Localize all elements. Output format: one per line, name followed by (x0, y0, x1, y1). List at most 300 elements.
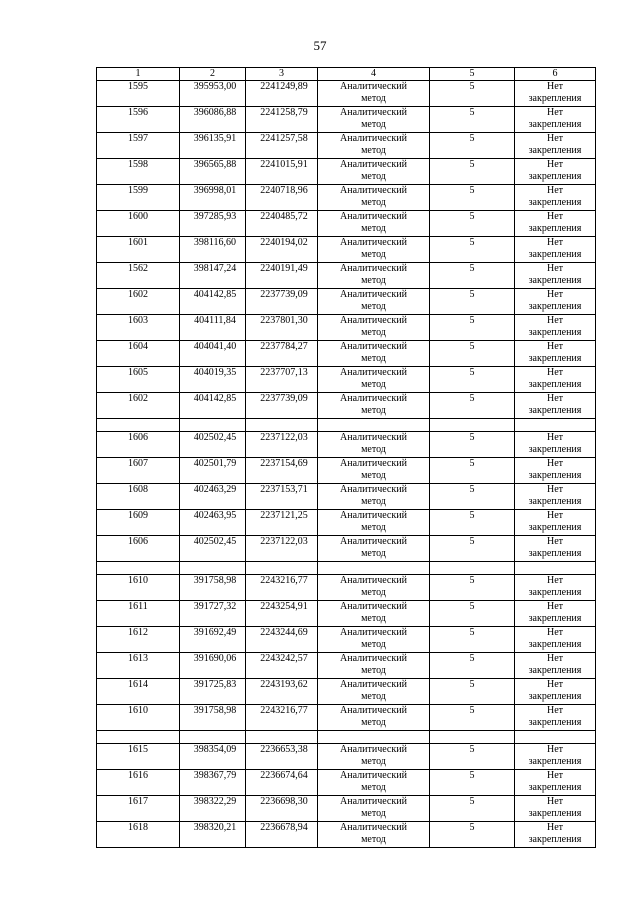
empty-cell (246, 731, 318, 744)
x-coordinate-cell: 391758,98 (180, 705, 246, 731)
fixation-text-line1: Нет (546, 367, 564, 378)
table-row (97, 315, 596, 341)
y-coordinate-cell: 2237154,69 (246, 458, 318, 484)
method-text-line1: Аналитический (340, 81, 407, 92)
fixation-cell (515, 432, 596, 458)
method-text-line1: Аналитический (340, 679, 407, 690)
fixation-cell (515, 393, 596, 419)
table-row (97, 458, 596, 484)
header-cell-3: 3 (246, 68, 318, 81)
fixation-cell (515, 289, 596, 315)
fixation-cell (515, 744, 596, 770)
point-number-cell: 1608 (97, 484, 180, 510)
method-text-line2: метод (361, 587, 386, 598)
x-coordinate-cell: 402502,45 (180, 432, 246, 458)
accuracy-cell: 5 (430, 367, 515, 393)
point-number-cell: 1602 (97, 289, 180, 315)
accuracy-cell: 5 (430, 133, 515, 159)
accuracy-cell: 5 (430, 211, 515, 237)
fixation-text-line2: закрепления (528, 665, 582, 676)
point-number-cell: 1617 (97, 796, 180, 822)
point-number-cell: 1597 (97, 133, 180, 159)
table-row (97, 341, 596, 367)
fixation-cell (515, 536, 596, 562)
method-text-line2: метод (361, 353, 386, 364)
method-text-line1: Аналитический (340, 393, 407, 404)
method-text-line2: метод (361, 444, 386, 455)
fixation-cell (515, 211, 596, 237)
separator-row (97, 731, 596, 744)
fixation-cell (515, 601, 596, 627)
x-coordinate-cell: 398147,24 (180, 263, 246, 289)
table-row (97, 81, 596, 107)
method-text-line2: метод (361, 756, 386, 767)
accuracy-cell: 5 (430, 536, 515, 562)
empty-cell (318, 419, 430, 432)
method-cell (318, 211, 430, 237)
x-coordinate-cell: 402463,29 (180, 484, 246, 510)
fixation-text-line2: закрепления (528, 444, 582, 455)
y-coordinate-cell: 2240194,02 (246, 237, 318, 263)
table-row (97, 575, 596, 601)
method-cell (318, 744, 430, 770)
method-text-line1: Аналитический (340, 705, 407, 716)
fixation-text-line2: закрепления (528, 587, 582, 598)
method-cell (318, 458, 430, 484)
fixation-text-line1: Нет (546, 770, 564, 781)
point-number-cell: 1606 (97, 432, 180, 458)
fixation-cell (515, 770, 596, 796)
x-coordinate-cell: 396565,88 (180, 159, 246, 185)
method-text-line1: Аналитический (340, 315, 407, 326)
y-coordinate-cell: 2243244,69 (246, 627, 318, 653)
table-row (97, 679, 596, 705)
accuracy-cell: 5 (430, 432, 515, 458)
fixation-text-line1: Нет (546, 159, 564, 170)
method-text-line2: метод (361, 522, 386, 533)
fixation-text-line1: Нет (546, 575, 564, 586)
y-coordinate-cell: 2237121,25 (246, 510, 318, 536)
accuracy-cell: 5 (430, 263, 515, 289)
x-coordinate-cell: 398367,79 (180, 770, 246, 796)
header-cell-6: 6 (515, 68, 596, 81)
empty-cell (318, 562, 430, 575)
empty-cell (318, 731, 430, 744)
fixation-text-line2: закрепления (528, 496, 582, 507)
method-text-line2: метод (361, 145, 386, 156)
fixation-text-line1: Нет (546, 484, 564, 495)
accuracy-cell: 5 (430, 393, 515, 419)
y-coordinate-cell: 2237801,30 (246, 315, 318, 341)
fixation-text-line2: закрепления (528, 93, 582, 104)
fixation-cell (515, 315, 596, 341)
accuracy-cell: 5 (430, 458, 515, 484)
fixation-text-line2: закрепления (528, 613, 582, 624)
y-coordinate-cell: 2243242,57 (246, 653, 318, 679)
fixation-text-line2: закрепления (528, 249, 582, 260)
fixation-text-line1: Нет (546, 211, 564, 222)
table-row (97, 627, 596, 653)
method-text-line2: метод (361, 496, 386, 507)
empty-cell (515, 731, 596, 744)
method-text-line1: Аналитический (340, 237, 407, 248)
accuracy-cell: 5 (430, 185, 515, 211)
accuracy-cell: 5 (430, 289, 515, 315)
y-coordinate-cell: 2237122,03 (246, 536, 318, 562)
x-coordinate-cell: 396135,91 (180, 133, 246, 159)
y-coordinate-cell: 2241249,89 (246, 81, 318, 107)
empty-cell (246, 562, 318, 575)
method-text-line1: Аналитический (340, 484, 407, 495)
table-row (97, 263, 596, 289)
x-coordinate-cell: 404041,40 (180, 341, 246, 367)
method-text-line2: метод (361, 379, 386, 390)
method-text-line1: Аналитический (340, 432, 407, 443)
accuracy-cell: 5 (430, 770, 515, 796)
method-cell (318, 796, 430, 822)
empty-cell (430, 419, 515, 432)
point-number-cell: 1596 (97, 107, 180, 133)
empty-cell (515, 419, 596, 432)
fixation-cell (515, 822, 596, 848)
x-coordinate-cell: 391692,49 (180, 627, 246, 653)
fixation-text-line2: закрепления (528, 717, 582, 728)
fixation-text-line2: закрепления (528, 171, 582, 182)
fixation-text-line2: закрепления (528, 691, 582, 702)
fixation-cell (515, 705, 596, 731)
method-text-line1: Аналитический (340, 627, 407, 638)
method-cell (318, 484, 430, 510)
fixation-text-line1: Нет (546, 289, 564, 300)
accuracy-cell: 5 (430, 601, 515, 627)
y-coordinate-cell: 2241257,58 (246, 133, 318, 159)
method-text-line1: Аналитический (340, 367, 407, 378)
table-row (97, 601, 596, 627)
point-number-cell: 1599 (97, 185, 180, 211)
empty-cell (180, 419, 246, 432)
table-row (97, 744, 596, 770)
point-number-cell: 1610 (97, 575, 180, 601)
point-number-cell: 1609 (97, 510, 180, 536)
y-coordinate-cell: 2237739,09 (246, 289, 318, 315)
x-coordinate-cell: 404111,84 (180, 315, 246, 341)
method-text-line2: метод (361, 223, 386, 234)
method-cell (318, 315, 430, 341)
fixation-cell (515, 575, 596, 601)
method-text-line1: Аналитический (340, 601, 407, 612)
fixation-cell (515, 133, 596, 159)
method-cell (318, 822, 430, 848)
fixation-text-line1: Нет (546, 796, 564, 807)
method-text-line2: метод (361, 301, 386, 312)
method-cell (318, 679, 430, 705)
table-row (97, 185, 596, 211)
method-text-line1: Аналитический (340, 510, 407, 521)
empty-cell (430, 731, 515, 744)
point-number-cell: 1605 (97, 367, 180, 393)
fixation-text-line2: закрепления (528, 834, 582, 845)
accuracy-cell: 5 (430, 315, 515, 341)
fixation-text-line1: Нет (546, 237, 564, 248)
point-number-cell: 1595 (97, 81, 180, 107)
fixation-text-line2: закрепления (528, 379, 582, 390)
page-number: 57 (313, 38, 327, 53)
empty-cell (515, 562, 596, 575)
table-row (97, 536, 596, 562)
y-coordinate-cell: 2236674,64 (246, 770, 318, 796)
fixation-text-line1: Нет (546, 653, 564, 664)
fixation-cell (515, 107, 596, 133)
method-text-line2: метод (361, 327, 386, 338)
fixation-cell (515, 627, 596, 653)
y-coordinate-cell: 2240485,72 (246, 211, 318, 237)
method-text-line2: метод (361, 691, 386, 702)
fixation-cell (515, 237, 596, 263)
table-row (97, 367, 596, 393)
table-row (97, 653, 596, 679)
accuracy-cell: 5 (430, 107, 515, 133)
method-text-line1: Аналитический (340, 107, 407, 118)
fixation-text-line2: закрепления (528, 197, 582, 208)
method-text-line1: Аналитический (340, 575, 407, 586)
accuracy-cell: 5 (430, 159, 515, 185)
fixation-text-line1: Нет (546, 81, 564, 92)
method-text-line1: Аналитический (340, 536, 407, 547)
method-text-line2: метод (361, 665, 386, 676)
fixation-text-line1: Нет (546, 536, 564, 547)
x-coordinate-cell: 397285,93 (180, 211, 246, 237)
method-cell (318, 107, 430, 133)
method-cell (318, 159, 430, 185)
method-text-line1: Аналитический (340, 770, 407, 781)
method-cell (318, 367, 430, 393)
fixation-text-line2: закрепления (528, 327, 582, 338)
point-number-cell: 1600 (97, 211, 180, 237)
fixation-text-line2: закрепления (528, 470, 582, 481)
empty-cell (97, 562, 180, 575)
empty-cell (97, 731, 180, 744)
fixation-text-line1: Нет (546, 458, 564, 469)
method-text-line2: метод (361, 93, 386, 104)
y-coordinate-cell: 2236653,38 (246, 744, 318, 770)
y-coordinate-cell: 2243193,62 (246, 679, 318, 705)
method-cell (318, 536, 430, 562)
method-cell (318, 185, 430, 211)
accuracy-cell: 5 (430, 484, 515, 510)
header-cell-2: 2 (180, 68, 246, 81)
fixation-cell (515, 458, 596, 484)
fixation-text-line1: Нет (546, 393, 564, 404)
x-coordinate-cell: 395953,00 (180, 81, 246, 107)
table-row (97, 705, 596, 731)
x-coordinate-cell: 402502,45 (180, 536, 246, 562)
table-row (97, 796, 596, 822)
fixation-cell (515, 159, 596, 185)
method-cell (318, 627, 430, 653)
point-number-cell: 1603 (97, 315, 180, 341)
header-cell-1: 1 (97, 68, 180, 81)
x-coordinate-cell: 391725,83 (180, 679, 246, 705)
x-coordinate-cell: 391727,32 (180, 601, 246, 627)
fixation-text-line2: закрепления (528, 119, 582, 130)
method-text-line1: Аналитический (340, 341, 407, 352)
fixation-text-line2: закрепления (528, 756, 582, 767)
method-cell (318, 263, 430, 289)
fixation-text-line1: Нет (546, 133, 564, 144)
table-row (97, 822, 596, 848)
point-number-cell: 1613 (97, 653, 180, 679)
separator-row (97, 562, 596, 575)
accuracy-cell: 5 (430, 653, 515, 679)
fixation-text-line2: закрепления (528, 522, 582, 533)
coordinates-table (96, 67, 596, 848)
x-coordinate-cell: 391690,06 (180, 653, 246, 679)
table-row (97, 289, 596, 315)
method-cell (318, 601, 430, 627)
header-cell-5: 5 (430, 68, 515, 81)
accuracy-cell: 5 (430, 341, 515, 367)
method-text-line1: Аналитический (340, 211, 407, 222)
y-coordinate-cell: 2237122,03 (246, 432, 318, 458)
method-cell (318, 575, 430, 601)
table-row (97, 133, 596, 159)
method-cell (318, 510, 430, 536)
method-text-line1: Аналитический (340, 796, 407, 807)
table-row (97, 159, 596, 185)
y-coordinate-cell: 2237153,71 (246, 484, 318, 510)
fixation-text-line2: закрепления (528, 145, 582, 156)
point-number-cell: 1612 (97, 627, 180, 653)
table-row (97, 510, 596, 536)
empty-cell (180, 731, 246, 744)
x-coordinate-cell: 398354,09 (180, 744, 246, 770)
method-cell (318, 237, 430, 263)
empty-cell (246, 419, 318, 432)
table-body (97, 68, 596, 848)
method-text-line2: метод (361, 639, 386, 650)
fixation-text-line1: Нет (546, 432, 564, 443)
fixation-text-line1: Нет (546, 601, 564, 612)
method-text-line1: Аналитический (340, 822, 407, 833)
y-coordinate-cell: 2241258,79 (246, 107, 318, 133)
point-number-cell: 1607 (97, 458, 180, 484)
method-text-line2: метод (361, 717, 386, 728)
x-coordinate-cell: 398116,60 (180, 237, 246, 263)
method-text-line2: метод (361, 405, 386, 416)
fixation-cell (515, 81, 596, 107)
y-coordinate-cell: 2243254,91 (246, 601, 318, 627)
fixation-text-line2: закрепления (528, 275, 582, 286)
empty-cell (430, 562, 515, 575)
table-row (97, 484, 596, 510)
fixation-text-line1: Нет (546, 744, 564, 755)
y-coordinate-cell: 2236698,30 (246, 796, 318, 822)
method-text-line2: метод (361, 548, 386, 559)
method-text-line2: метод (361, 808, 386, 819)
point-number-cell: 1616 (97, 770, 180, 796)
x-coordinate-cell: 396086,88 (180, 107, 246, 133)
method-text-line2: метод (361, 470, 386, 481)
x-coordinate-cell: 398320,21 (180, 822, 246, 848)
fixation-text-line1: Нет (546, 679, 564, 690)
y-coordinate-cell: 2237784,27 (246, 341, 318, 367)
fixation-text-line1: Нет (546, 315, 564, 326)
method-text-line2: метод (361, 275, 386, 286)
accuracy-cell: 5 (430, 822, 515, 848)
fixation-text-line2: закрепления (528, 639, 582, 650)
accuracy-cell: 5 (430, 81, 515, 107)
point-number-cell: 1615 (97, 744, 180, 770)
fixation-text-line1: Нет (546, 263, 564, 274)
method-cell (318, 81, 430, 107)
fixation-text-line2: закрепления (528, 782, 582, 793)
point-number-cell: 1611 (97, 601, 180, 627)
method-text-line1: Аналитический (340, 289, 407, 300)
method-cell (318, 705, 430, 731)
method-cell (318, 289, 430, 315)
x-coordinate-cell: 391758,98 (180, 575, 246, 601)
table-row (97, 432, 596, 458)
point-number-cell: 1606 (97, 536, 180, 562)
method-text-line1: Аналитический (340, 653, 407, 664)
x-coordinate-cell: 396998,01 (180, 185, 246, 211)
y-coordinate-cell: 2240191,49 (246, 263, 318, 289)
method-text-line1: Аналитический (340, 458, 407, 469)
fixation-text-line2: закрепления (528, 808, 582, 819)
point-number-cell: 1610 (97, 705, 180, 731)
x-coordinate-cell: 398322,29 (180, 796, 246, 822)
method-text-line1: Аналитический (340, 133, 407, 144)
method-cell (318, 393, 430, 419)
method-cell (318, 133, 430, 159)
method-text-line2: метод (361, 834, 386, 845)
method-text-line2: метод (361, 782, 386, 793)
method-text-line1: Аналитический (340, 263, 407, 274)
accuracy-cell: 5 (430, 796, 515, 822)
fixation-text-line1: Нет (546, 822, 564, 833)
point-number-cell: 1562 (97, 263, 180, 289)
x-coordinate-cell: 402501,79 (180, 458, 246, 484)
point-number-cell: 1598 (97, 159, 180, 185)
header-row (97, 68, 596, 81)
fixation-cell (515, 679, 596, 705)
fixation-text-line1: Нет (546, 341, 564, 352)
x-coordinate-cell: 404142,85 (180, 289, 246, 315)
fixation-cell (515, 510, 596, 536)
fixation-cell (515, 653, 596, 679)
method-cell (318, 341, 430, 367)
method-text-line2: метод (361, 171, 386, 182)
empty-cell (180, 562, 246, 575)
x-coordinate-cell: 402463,95 (180, 510, 246, 536)
accuracy-cell: 5 (430, 510, 515, 536)
fixation-text-line1: Нет (546, 510, 564, 521)
point-number-cell: 1618 (97, 822, 180, 848)
accuracy-cell: 5 (430, 705, 515, 731)
x-coordinate-cell: 404142,85 (180, 393, 246, 419)
fixation-cell (515, 484, 596, 510)
table-row (97, 107, 596, 133)
point-number-cell: 1601 (97, 237, 180, 263)
fixation-text-line2: закрепления (528, 301, 582, 312)
table-row (97, 237, 596, 263)
method-text-line2: метод (361, 119, 386, 130)
fixation-text-line2: закрепления (528, 353, 582, 364)
table-row (97, 393, 596, 419)
point-number-cell: 1604 (97, 341, 180, 367)
accuracy-cell: 5 (430, 679, 515, 705)
y-coordinate-cell: 2237739,09 (246, 393, 318, 419)
